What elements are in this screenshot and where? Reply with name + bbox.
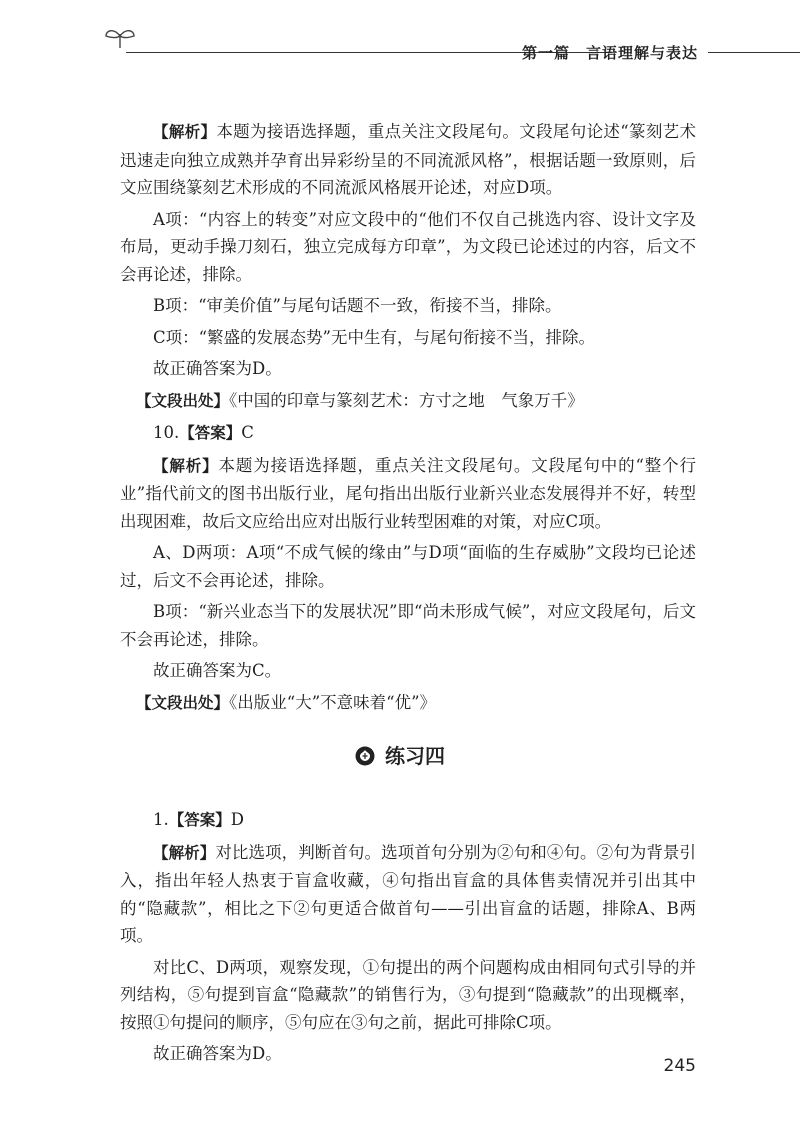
chapter-title: 言语理解与表达 [586,44,699,62]
source-text: 《出版业“大”不意味着“优”》 [229,692,437,712]
q10-correct-answer-line: 故正确答案为C。 [153,661,282,680]
source-text: 《中国的印章与篆刻艺术：方寸之地 气象万千》 [229,390,584,410]
flower-badge-icon [355,746,375,766]
answer-tag: 【答案】 [179,424,242,442]
option-c-paragraph: C项：“繁盛的发展态势”无中生有，与尾句衔接不当，排除。 [153,327,595,347]
option-b-paragraph: B项：“审美价值”与尾句话题不一致，衔接不当，排除。 [153,296,562,315]
q1-compare-paragraph: 对比C、D两项，观察发现，①句提出的两个问题构成由相同句式引导的并列结构，⑤句提到盲盒“隐藏款”的销售行为，③句提到“隐藏款”的出现概率，按照①句提问的顺序，⑤句应在③句之前，据此可排除C项。 [120,957,696,1032]
source-tag: 【文段出处】 [136,693,230,712]
answer-block-top [120,118,696,717]
q10-answer-line [120,419,696,448]
q1-answer-line [120,806,696,835]
answer-block-bottom [120,806,696,1068]
option-a-paragraph: A项：“内容上的转变”对应文段中的“他们不仅自己挑选内容、设计文字及布局，更动手操刀刻石，独立完成每方印章”，为文段已论述过的内容，后文不会再论述，排除。 [120,209,696,284]
section-title: 练习四 [385,744,445,768]
question-number: 1. [153,810,169,829]
question-number: 10. [153,423,180,442]
part-label: 第一篇 [522,44,571,62]
sprout-icon [100,24,140,54]
q1-analysis-paragraph [120,839,696,950]
running-title [522,42,698,63]
running-header [104,30,800,64]
page-number: 245 [663,1056,696,1076]
analysis-tag: 【解析】 [153,123,217,141]
source-line [120,387,696,416]
section-heading [0,740,800,769]
q10-source-line [120,689,696,718]
q10-analysis-paragraph [120,452,696,536]
analysis-tag: 【解析】 [153,456,219,475]
answer-tag: 【答案】 [168,811,231,829]
header-rule-right [708,52,800,53]
answer-value: C [241,423,254,442]
analysis-text: 本题为接语选择题，重点关注文段尾句。文段尾句论述“篆刻艺术迅速走向独立成熟并孕育出异彩纷呈的不同流派风格”，根据话题一致原则，后文应围绕篆刻艺术形成的不同流派风格展开论述，对应D项。 [120,122,696,197]
correct-answer-line: 故正确答案为D。 [153,359,282,378]
analysis-text: 对比选项，判断首句。选项首句分别为②句和④句。②句为背景引入，指出年轻人热衷于盲盒收藏，④句指出盲盒的具体售卖情况并引出其中的“隐藏款”，相比之下②句更适合做首句——引出盲盒的话题，排除A、B两项。 [120,842,696,945]
analysis-tag: 【解析】 [153,843,216,862]
answer-value: D [230,810,244,829]
analysis-text: 本题为接语选择题，重点关注文段尾句。文段尾句中的“整个行业”指代前文的图书出版行业，尾句指出出版行业新兴业态发展得并不好，转型出现困难，故后文应给出应对出版行业转型困难的对策，对应C项。 [120,455,696,531]
source-tag: 【文段出处】 [136,391,230,410]
q10-option-ad-paragraph: A、D两项：A项“不成气候的缘由”与D项“面临的生存威胁”文段均已论述过，后文不会再论述，排除。 [120,543,696,590]
analysis-paragraph [120,118,696,202]
q1-correct-answer-line: 故正确答案为D。 [153,1044,282,1063]
q10-option-b-paragraph: B项：“新兴业态当下的发展状况”即“尚未形成气候”，对应文段尾句，后文不会再论述，排除。 [120,602,696,649]
